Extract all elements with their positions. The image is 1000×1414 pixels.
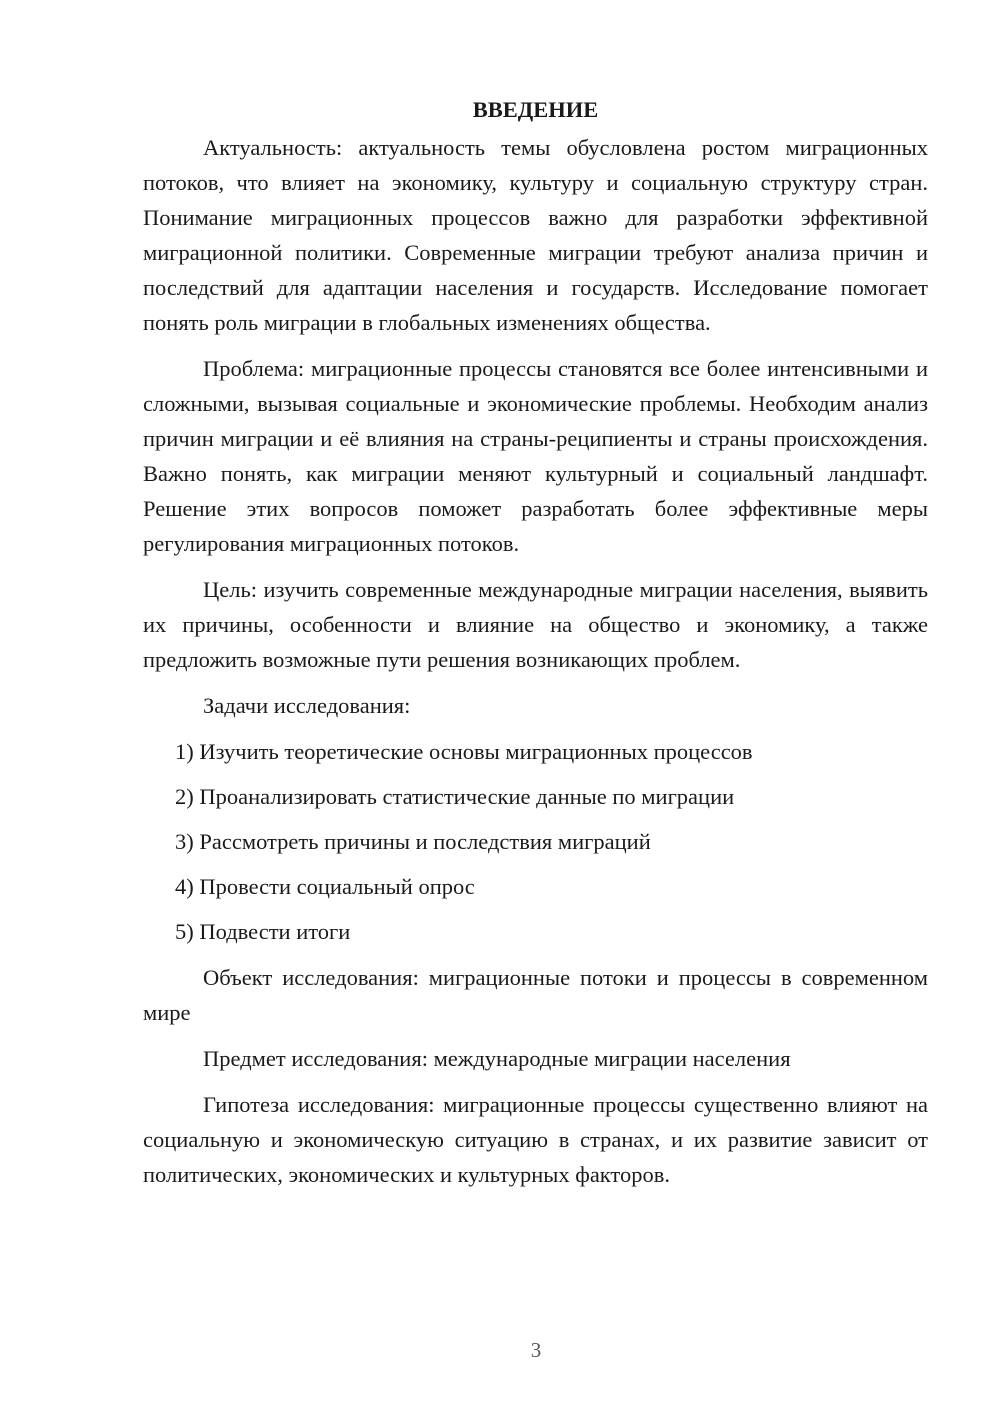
task-item-4: 4) Провести социальный опрос [175,874,475,899]
subject-paragraph: Предмет исследования: международные миграции населения [203,1046,791,1071]
task-item-1: 1) Изучить теоретические основы миграционных процессов [175,739,753,764]
page-number: 3 [530,1338,542,1362]
problem-paragraph: Проблема: миграционные процессы становятся все более интенсивными и сложными, вызывая социальные и экономические проблемы. Необходим анализ причин миграции и её влияния на страны-реципиенты и страны происхождения. Важно понять, как миграции меняют культурный и социальный ландшафт. Решение этих вопросов поможет разработать более эффективные меры регулирования миграционных потоков. [143,356,928,556]
hypothesis-paragraph: Гипотеза исследования: миграционные процессы существенно влияют на социальную и экономическую ситуацию в странах, и их развитие зависит от политических, экономических и культурных факторов. [143,1092,928,1187]
section-title: ВВЕДЕНИЕ [472,97,599,122]
goal-paragraph: Цель: изучить современные международные миграции населения, выявить их причины, особенности и влияние на общество и экономику, а также предложить возможные пути решения возникающих проблем. [143,577,928,672]
tasks-list [143,734,928,949]
object-paragraph: Объект исследования: миграционные потоки и процессы в современном мире [143,965,928,1025]
task-item-3: 3) Рассмотреть причины и последствия миграций [175,829,651,854]
task-item-2: 2) Проанализировать статистические данные по миграции [175,784,735,809]
page-content [143,92,928,1203]
tasks-heading: Задачи исследования: [203,693,411,718]
task-item-5: 5) Подвести итоги [175,919,351,944]
relevance-paragraph: Актуальность: актуальность темы обусловлена ростом миграционных потоков, что влияет на экономику, культуру и социальную структуру стран. Понимание миграционных процессов важно для разработки эффективной миграционной политики. Современные миграции требуют анализа причин и последствий для адаптации населения и государств. Исследование помогает понять роль миграции в глобальных изменениях общества. [143,135,928,335]
